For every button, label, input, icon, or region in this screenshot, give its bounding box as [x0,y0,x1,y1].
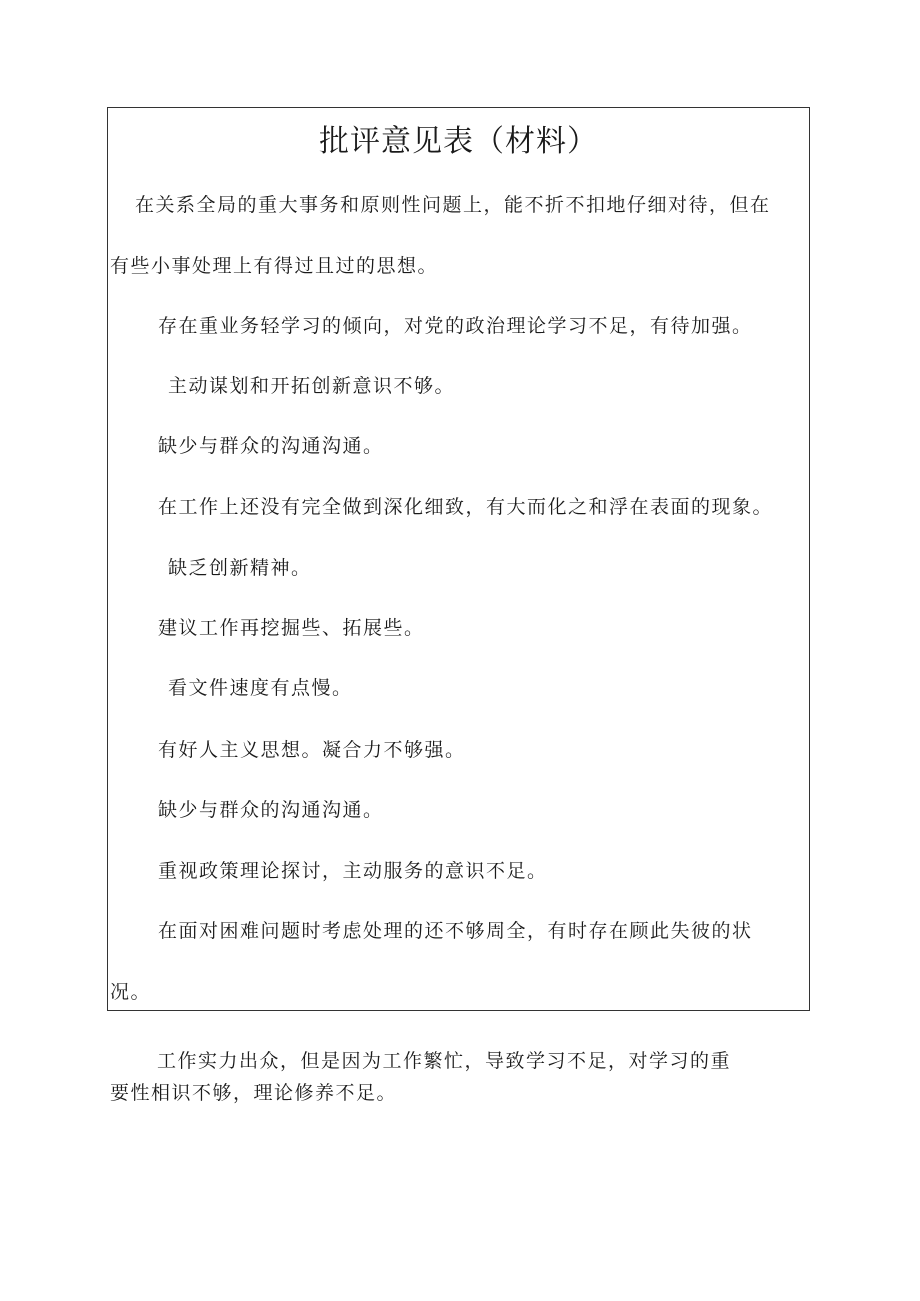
opinion-line: 建议工作再挖掘些、拓展些。 [158,617,425,639]
opinion-line: 缺少与群众的沟通沟通。 [158,435,384,457]
opinion-line: 缺少与群众的沟通沟通。 [158,799,384,821]
opinion-line: 况。 [110,981,152,1003]
opinion-form-box [107,107,810,1011]
footer-paragraph-line: 要性相识不够，理论修养不足。 [110,1082,398,1104]
form-title: 批评意见表（材料） [319,124,598,159]
opinion-line: 看文件速度有点慢。 [168,677,353,699]
opinion-line: 在面对困难问题时考虑处理的还不够周全，有时存在顾此失彼的状 [158,920,753,942]
opinion-line: 在工作上还没有完全做到深化细致，有大而化之和浮在表面的现象。 [158,496,774,518]
opinion-line: 有些小事处理上有得过且过的思想。 [110,255,439,277]
opinion-line: 缺乏创新精神。 [168,557,312,579]
opinion-line: 有好人主义思想。凝合力不够强。 [158,739,466,761]
opinion-line: 重视政策理论探讨，主动服务的意识不足。 [158,860,548,882]
opinion-line: 在关系全局的重大事务和原则性问题上，能不折不扣地仔细对待，但在 [135,194,771,216]
opinion-line: 主动谋划和开拓创新意识不够。 [168,375,456,397]
footer-paragraph-line: 工作实力出众，但是因为工作繁忙，导致学习不足，对学习的重 [157,1050,732,1072]
opinion-line: 存在重业务轻学习的倾向，对党的政治理论学习不足，有待加强。 [158,315,753,337]
